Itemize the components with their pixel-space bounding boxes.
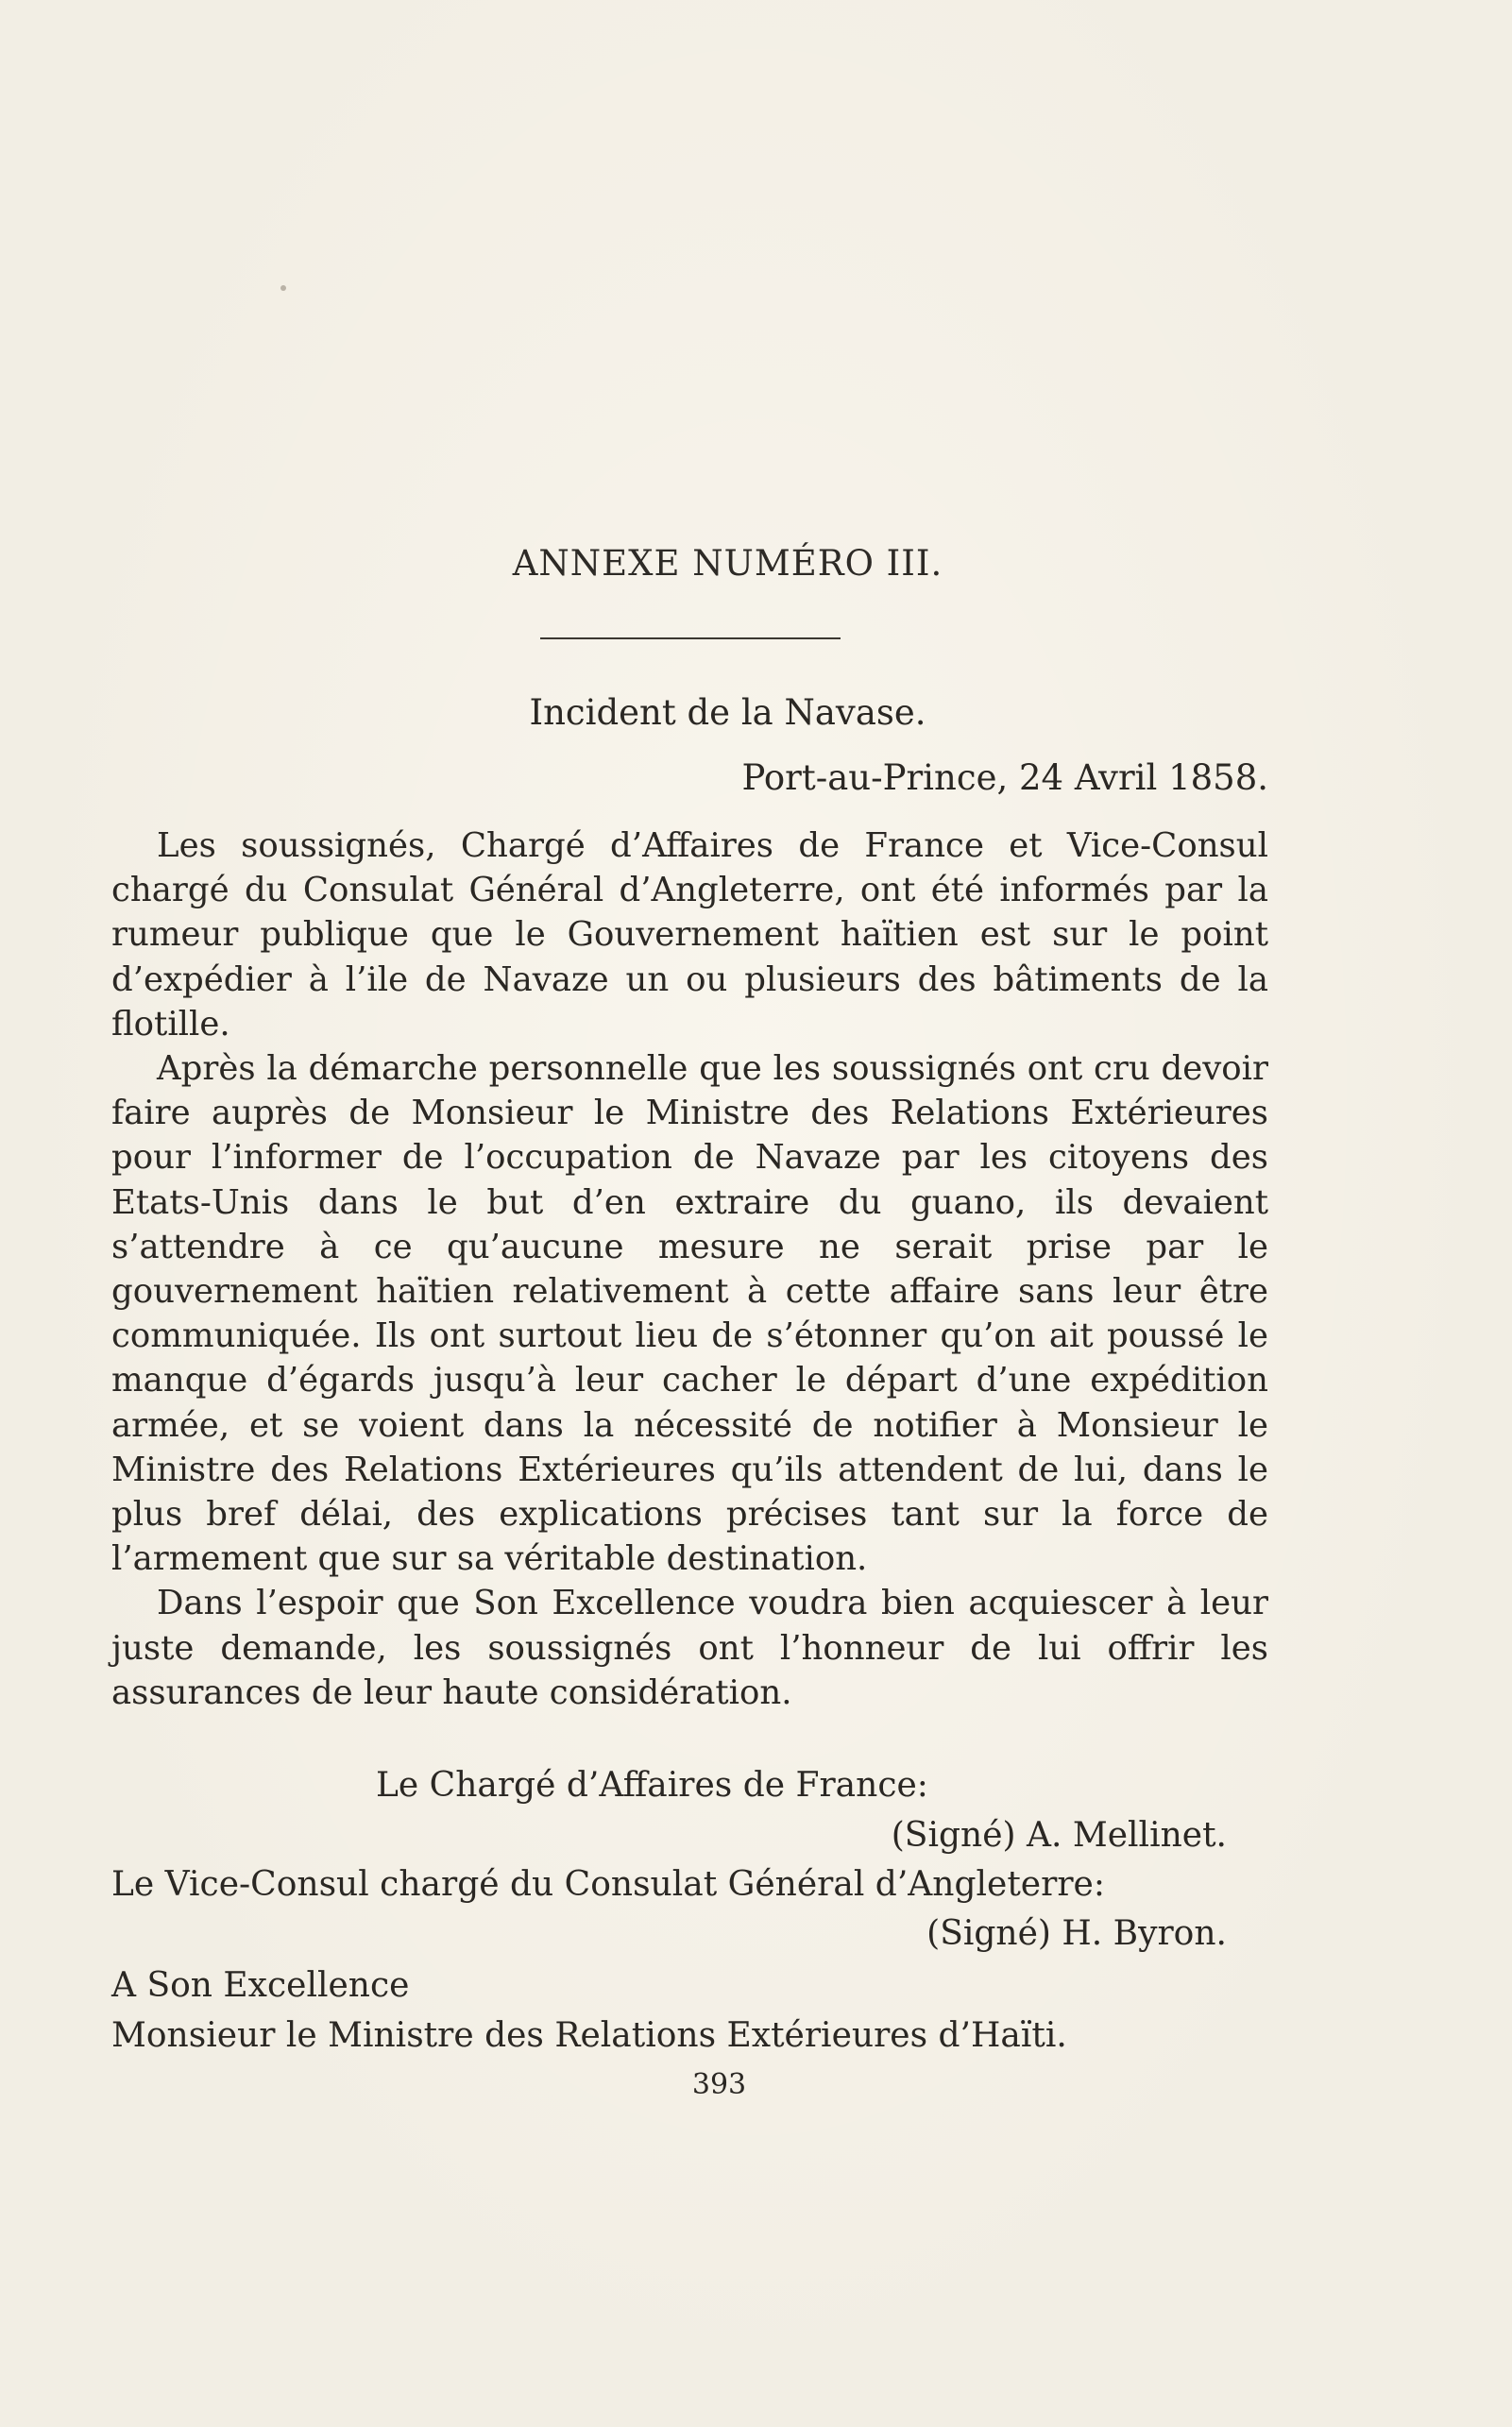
annex-subtitle: Incident de la Navase.	[529, 692, 926, 733]
addressee-line-2: Monsieur le Ministre des Relations Extérieures d’Haïti.	[111, 2016, 1067, 2055]
paragraph-1: Les soussignés, Chargé d’Affaires de France et Vice-Consul chargé du Consulat Général d’Angleterre, ont été informés par la rumeur publique que le Gouvernement haïtien est sur le point d’expédier à l’ile de Navaze un ou plusieurs des bâtiments de la flotille.	[111, 826, 1268, 1044]
title-divider	[540, 637, 841, 639]
france-signature: (Signé) A. Mellinet.	[891, 1816, 1227, 1855]
addressee-line-1: A Son Excellence	[111, 1966, 410, 2005]
page-number: 393	[691, 2068, 747, 2101]
paragraph-2: Après la démarche personnelle que les soussignés ont cru devoir faire auprès de Monsieur le Ministre des Relations Extérieures pour l’informer de l’occupation de Navaze par les citoyens des Etats-Unis dans le but d’en extraire du guano, ils devaient s’attendre à ce qu’aucune mesure ne serait prise par le gouvernement haïtien relativement à cette affaire sans leur être communiquée. Ils ont surtout lieu de s’étonner qu’on ait poussé le manque d’égards jusqu’à leur cacher le départ d’une expédition armée, et se voient dans la nécessité de notifier à Monsieur le Ministre des Relations Extérieures qu’ils attendent de lui, dans le plus bref délai, des explications précises tant sur la force de l’armement que sur sa véritable destination.	[111, 1049, 1268, 1579]
ink-speck	[280, 285, 286, 291]
paragraph-3: Dans l’espoir que Son Excellence voudra bien acquiescer à leur juste demande, les soussignés ont l’honneur de lui offrir les assurances de leur haute considération.	[111, 1584, 1268, 1712]
annex-title: ANNEXE NUMÉRO III.	[512, 543, 943, 584]
place-date: Port-au-Prince, 24 Avril 1858.	[741, 757, 1268, 798]
england-signatory-title: Le Vice-Consul chargé du Consulat Général d’Angleterre:	[111, 1865, 1105, 1904]
france-signatory-title: Le Chargé d’Affaires de France:	[376, 1766, 928, 1805]
england-signature: (Signé) H. Byron.	[926, 1914, 1227, 1953]
letter-body	[111, 823, 1268, 1715]
